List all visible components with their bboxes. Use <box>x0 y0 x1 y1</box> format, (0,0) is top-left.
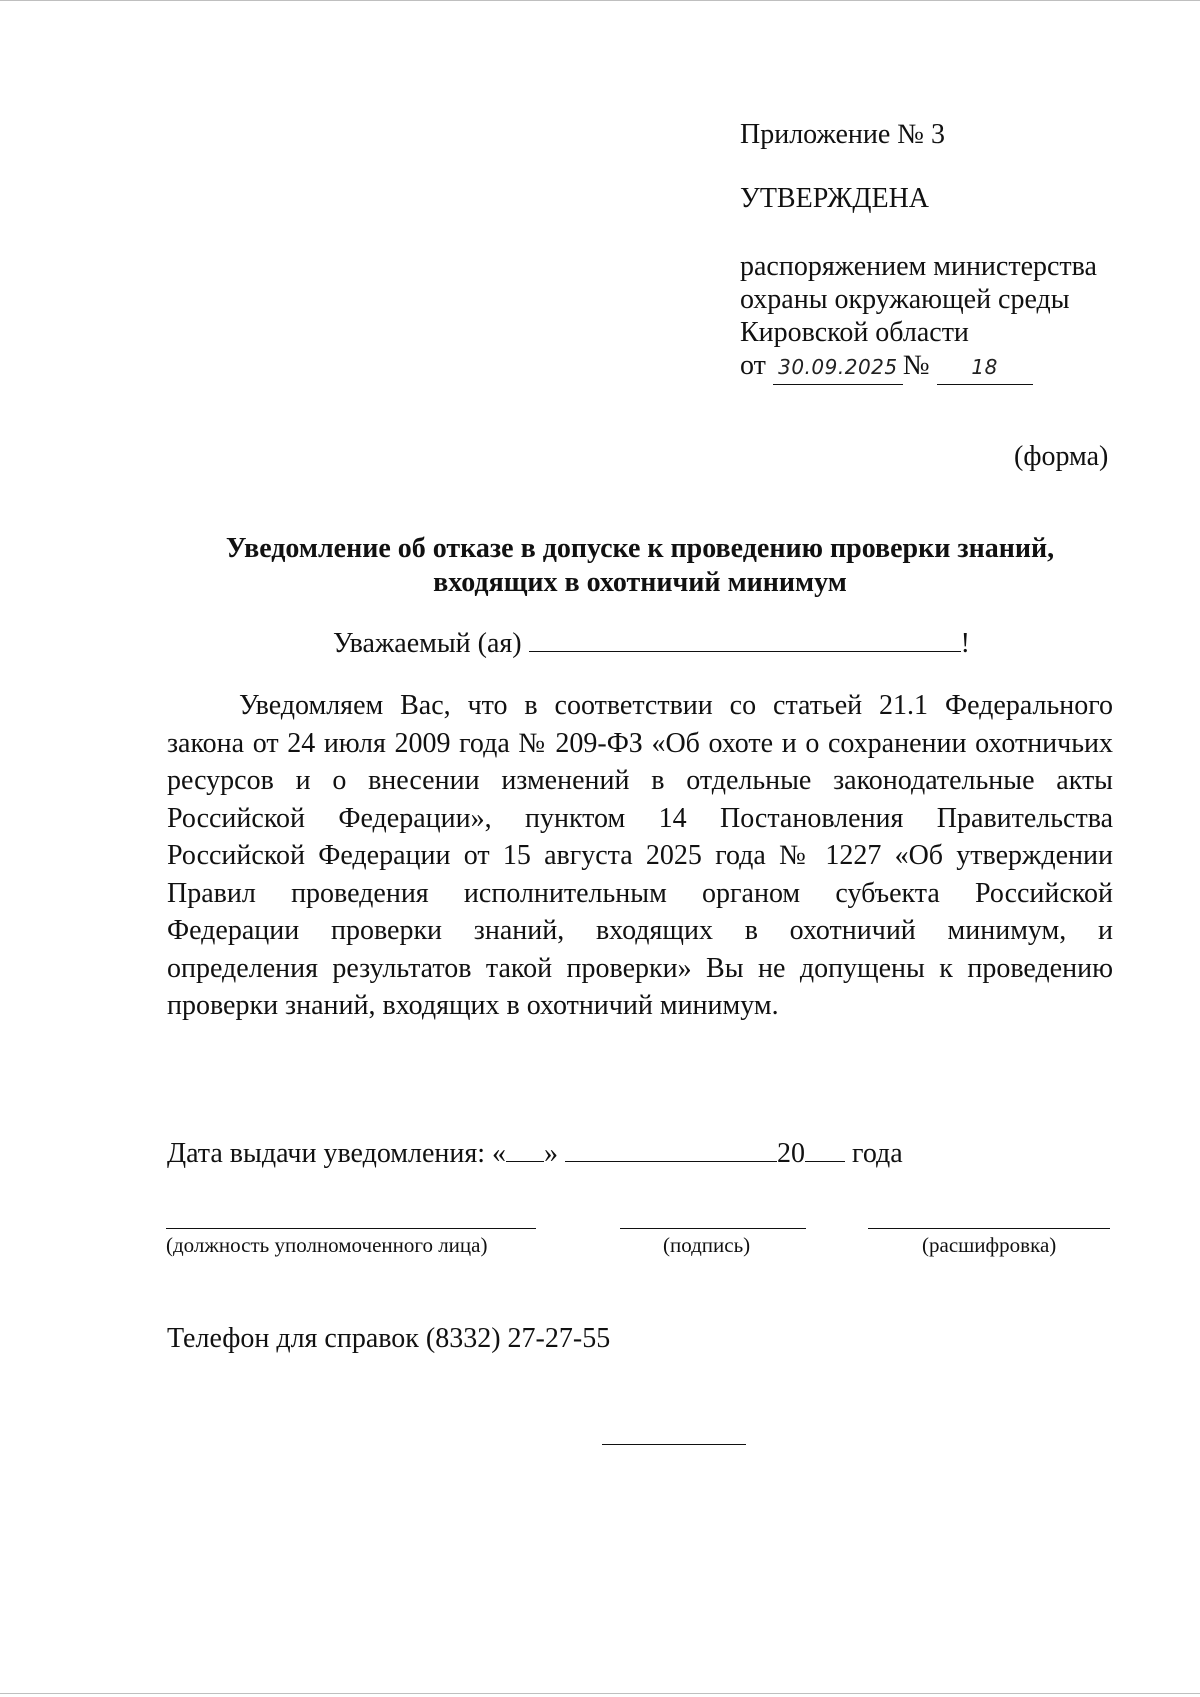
body-line-2: закона от 24 июля 2009 года № 209-ФЗ «Об охоте и о сохранении охотничьих <box>167 727 1113 759</box>
appendix-label: Приложение № 3 <box>740 119 945 150</box>
title-line-2: входящих в охотничий минимум <box>433 567 847 598</box>
body-line-1: Уведомляем Вас, что в соответствии со статьей 21.1 Федерального <box>239 690 1113 721</box>
decode-line <box>868 1228 1110 1229</box>
approval-line-3: Кировской области <box>740 317 969 348</box>
scan-edge-bottom <box>0 1693 1200 1694</box>
decode-caption: (расшифровка) <box>922 1233 1057 1257</box>
handwritten-date: 30.09.2025 <box>778 355 898 379</box>
reference-phone: Телефон для справок (8332) 27-27-55 <box>167 1323 611 1354</box>
approval-authority <box>740 250 1097 385</box>
approval-line-2: охраны окружающей среды <box>740 284 1070 315</box>
notice-body <box>167 687 1113 1025</box>
handwritten-number: 18 <box>971 355 998 379</box>
greeting-prefix: Уважаемый (ая) <box>333 628 522 659</box>
date-field <box>773 349 903 385</box>
signature-caption: (подпись) <box>663 1233 751 1257</box>
issue-date-label: Дата выдачи уведомления: <box>167 1138 486 1169</box>
body-line-5: Российской Федерации от 15 августа 2025 года № 1227 «Об утверждении <box>167 840 1113 871</box>
position-line <box>166 1228 536 1229</box>
recipient-name-field <box>529 624 961 652</box>
issue-date-row <box>167 1134 903 1171</box>
body-line-8: определения результатов такой проверки» Вы не допущены к проведению <box>167 952 1113 984</box>
title-line-1: Уведомление об отказе в допуске к проведению проверки знаний, <box>225 533 1055 564</box>
day-field <box>506 1134 544 1162</box>
approval-date-number <box>740 349 1097 385</box>
greeting <box>333 624 970 661</box>
number-label: № <box>902 350 930 381</box>
year-field <box>805 1134 845 1162</box>
form-label: (форма) <box>1014 441 1109 472</box>
body-line-6: Правил проведения исполнительным органом субъекта Российской <box>167 877 1113 909</box>
document-title <box>160 532 1120 600</box>
close-quote: » <box>544 1138 559 1169</box>
number-field <box>937 349 1033 385</box>
body-line-9: проверки знаний, входящих в охотничий минимум. <box>167 990 779 1021</box>
year-word: года <box>852 1138 903 1169</box>
body-line-4: Российской Федерации», пунктом 14 Постановления Правительства <box>167 802 1113 834</box>
month-field <box>565 1134 777 1162</box>
scan-edge-top <box>0 0 1200 1</box>
position-caption: (должность уполномоченного лица) <box>166 1233 488 1257</box>
body-line-7: Федерации проверки знаний, входящих в охотничий минимум, и <box>167 915 1113 946</box>
open-quote: « <box>492 1138 507 1169</box>
greeting-suffix: ! <box>960 628 970 659</box>
from-label: от <box>740 350 766 381</box>
signature-line <box>620 1228 806 1229</box>
body-line-3: ресурсов и о внесении изменений в отдельные законодательные акты <box>167 765 1113 796</box>
approved-label: УТВЕРЖДЕНА <box>740 183 930 214</box>
approval-line-1: распоряжением министерства <box>740 251 1097 282</box>
century-label: 20 <box>777 1138 806 1169</box>
closing-separator <box>602 1444 746 1445</box>
